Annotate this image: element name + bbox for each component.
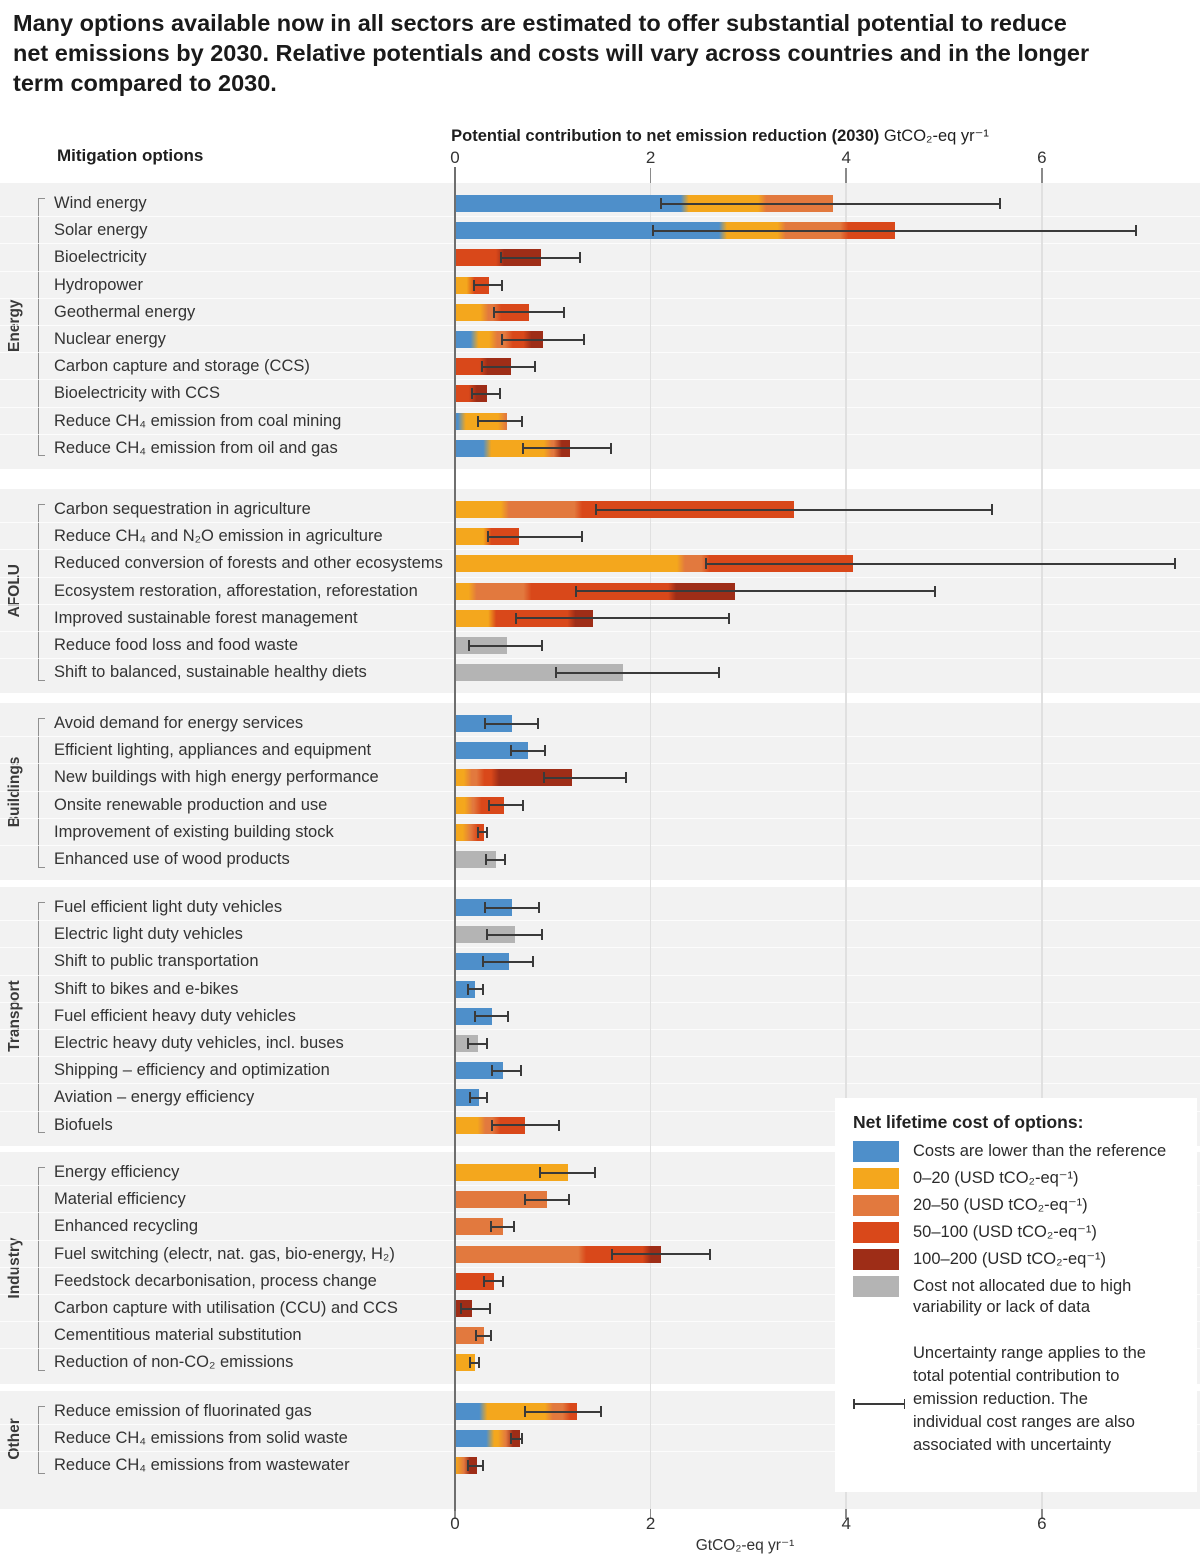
top-tick-6: [1041, 168, 1043, 183]
bottom-tick-label-4: 4: [841, 1514, 851, 1533]
sector-label-industry: Industry: [6, 1237, 23, 1299]
chart-row: [0, 737, 1200, 764]
top-tick-label-2: 2: [645, 148, 656, 167]
uncertainty-line: [473, 284, 503, 286]
uncertainty-cap-left: [481, 361, 483, 372]
top-tick-label-4: 4: [841, 148, 851, 167]
row-label: Carbon capture and storage (CCS): [54, 357, 310, 376]
uncertainty-cap-left: [486, 929, 488, 940]
chart-row: [0, 496, 1200, 523]
legend-swatch-y0_20: [853, 1168, 899, 1189]
legend-item-label: Cost not allocated due to high variability or lack of data: [913, 1277, 1132, 1316]
bottom-tick-label-0: 0: [450, 1514, 460, 1533]
uncertainty-line: [481, 366, 536, 368]
figure-title-line: Many options available now in all sectors are estimated to offer substantial potential to reduce: [13, 10, 1067, 36]
uncertainty-cap-right: [600, 1406, 602, 1417]
chart-row: [0, 299, 1200, 326]
uncertainty-cap-left: [510, 745, 512, 756]
row-label: Shift to public transportation: [54, 952, 259, 971]
uncertainty-cap-right: [544, 745, 546, 756]
sector-label-transport: Transport: [6, 980, 23, 1053]
uncertainty-cap-right: [991, 504, 993, 515]
legend-item-label: 50–100 (USD tCO₂-eq⁻¹): [913, 1223, 1097, 1241]
uncertainty-line: [500, 257, 581, 259]
sector-label-afolu: AFOLU: [6, 564, 23, 618]
uncertainty-cap-right: [499, 388, 501, 399]
uncertainty-line: [539, 1172, 596, 1174]
uncertainty-cap-right: [1174, 558, 1176, 569]
uncertainty-cap-right: [501, 280, 503, 291]
uncertainty-cap-left: [469, 1357, 471, 1368]
uncertainty-cap-right: [486, 1092, 488, 1103]
sector-label-other: Other: [6, 1418, 23, 1460]
uncertainty-cap-right: [568, 1194, 570, 1205]
chart-row: [0, 846, 1200, 873]
chart-row: [0, 894, 1200, 921]
row-label: Reduce emission of fluorinated gas: [54, 1402, 312, 1420]
legend-item: [853, 1249, 1197, 1270]
uncertainty-cap-left: [575, 586, 577, 597]
x-axis-unit: GtCO₂-eq yr⁻¹: [883, 127, 989, 145]
mitigation-options-heading: Mitigation options: [57, 146, 204, 165]
uncertainty-cap-right: [558, 1120, 560, 1131]
row-label: Efficient lighting, appliances and equipment: [54, 741, 372, 760]
uncertainty-line: [484, 907, 540, 909]
row-label: Reduce CH₄ emission from oil and gas: [54, 438, 338, 457]
row-label: Improvement of existing building stock: [54, 822, 334, 841]
row-label: Feedstock decarbonisation, process change: [54, 1271, 377, 1290]
uncertainty-line: [491, 1070, 522, 1072]
uncertainty-line: [482, 961, 534, 963]
sector-band-energy: [0, 183, 1200, 469]
uncertainty-line: [705, 563, 1175, 565]
row-label: Geothermal energy: [54, 302, 196, 321]
row-label: Onsite renewable production and use: [54, 795, 328, 814]
legend-item-label: 100–200 (USD tCO₂-eq⁻¹): [913, 1250, 1107, 1268]
row-label: Solar energy: [54, 221, 148, 240]
legend-item: [853, 1276, 1197, 1318]
legend-item-label: 20–50 (USD tCO₂-eq⁻¹): [913, 1196, 1088, 1214]
legend-swatch-blue: [853, 1141, 899, 1162]
chart-row: [0, 244, 1200, 271]
uncertainty-line: [468, 645, 543, 647]
uncertainty-cap-left: [510, 1433, 512, 1444]
row-label: Electric heavy duty vehicles, incl. buses: [54, 1034, 344, 1052]
chart-row: [0, 380, 1200, 407]
uncertainty-cap-left: [500, 252, 502, 263]
legend: [835, 1098, 1197, 1492]
uncertainty-cap-right: [520, 1065, 522, 1076]
uncertainty-cap-right: [490, 1330, 492, 1341]
row-label: Hydropower: [54, 275, 143, 294]
chart-row: [0, 435, 1200, 462]
row-label: Avoid demand for energy services: [54, 714, 304, 732]
uncertainty-cap-left: [484, 902, 486, 913]
uncertainty-cap-right: [718, 667, 720, 678]
uncertainty-cap-left: [467, 984, 469, 995]
uncertainty-cap-left: [522, 443, 524, 454]
uncertainty-cap-left: [524, 1194, 526, 1205]
chart-row: [0, 976, 1200, 1003]
uncertainty-cap-right: [502, 1276, 504, 1287]
x-axis-title-text: Potential contribution to net emission reduction (2030): [451, 127, 880, 145]
uncertainty-cap-right: [581, 531, 583, 542]
uncertainty-cap-right: [610, 443, 612, 454]
row-label: Bioelectricity with CCS: [54, 384, 220, 403]
uncertainty-cap-left: [471, 388, 473, 399]
row-label: Material efficiency: [54, 1190, 186, 1209]
uncertainty-line: [477, 420, 523, 422]
uncertainty-cap-right: [594, 1167, 596, 1178]
uncertainty-line: [652, 230, 1137, 232]
bottom-tick-label-2: 2: [645, 1514, 656, 1533]
chart-row: [0, 353, 1200, 380]
uncertainty-line: [524, 1411, 601, 1413]
uncertainty-cap-right: [513, 1221, 515, 1232]
chart-row: [0, 272, 1200, 299]
row-label: Reduce CH₄ emissions from wastewater: [54, 1456, 350, 1475]
row-label: Shift to balanced, sustainable healthy diets: [54, 663, 367, 682]
uncertainty-cap-right: [489, 1303, 491, 1314]
uncertainty-line: [515, 617, 730, 619]
chart-row: [0, 632, 1200, 659]
uncertainty-cap-right: [563, 307, 565, 318]
top-tick-4: [845, 168, 847, 183]
chart-row: [0, 1030, 1200, 1057]
top-tick-label-0: 0: [450, 148, 460, 167]
row-label: Reduce food loss and food waste: [54, 636, 298, 654]
legend-items: [853, 1141, 1197, 1318]
bottom-tick-label-6: 6: [1037, 1514, 1047, 1533]
uncertainty-line: [510, 750, 546, 752]
legend-note-text: Uncertainty range applies to the total potential contribution to emission reduction. The individual cost ranges are also associated with uncertainty: [913, 1344, 1146, 1454]
uncertainty-cap-right: [538, 902, 540, 913]
row-label: New buildings with high energy performance: [54, 768, 379, 787]
uncertainty-line: [524, 1199, 570, 1201]
uncertainty-cap-left: [488, 800, 490, 811]
uncertainty-cap-right: [728, 613, 730, 624]
uncertainty-line: [488, 804, 524, 806]
chart-row: [0, 217, 1200, 244]
uncertainty-cap-right: [534, 361, 536, 372]
chart-row: [0, 190, 1200, 217]
sector-label-energy: Energy: [6, 299, 23, 353]
uncertainty-cap-right: [625, 772, 627, 783]
uncertainty-cap-right: [583, 334, 585, 345]
uncertainty-cap-left: [484, 718, 486, 729]
uncertainty-cap-right: [521, 416, 523, 427]
uncertainty-cap-left: [555, 667, 557, 678]
row-label: Carbon capture with utilisation (CCU) and CCS: [54, 1299, 398, 1317]
uncertainty-line: [611, 1253, 711, 1255]
uncertainty-line: [595, 509, 993, 511]
uncertainty-cap-left: [491, 1120, 493, 1131]
legend-swatch-o20_50: [853, 1195, 899, 1216]
row-label: Shipping – efficiency and optimization: [54, 1061, 330, 1080]
uncertainty-cap-right: [541, 929, 543, 940]
row-label: Improved sustainable forest management: [54, 608, 358, 627]
row-label: Fuel efficient light duty vehicles: [54, 898, 283, 916]
figure-title: [13, 8, 1153, 98]
row-label: Cementitious material substitution: [54, 1326, 302, 1345]
chart-row: [0, 1057, 1200, 1084]
uncertainty-cap-left: [469, 1092, 471, 1103]
row-label: Electric light duty vehicles: [54, 925, 243, 944]
row-label: Reduce CH₄ and N₂O emission in agriculture: [54, 527, 383, 546]
row-label: Wind energy: [54, 194, 147, 212]
uncertainty-cap-right: [541, 640, 543, 651]
uncertainty-cap-right: [934, 586, 936, 597]
uncertainty-line: [487, 536, 583, 538]
uncertainty-cap-right: [521, 1433, 523, 1444]
chart-row: [0, 326, 1200, 353]
uncertainty-cap-left: [501, 334, 503, 345]
uncertainty-cap-left: [468, 640, 470, 651]
top-tick-2: [650, 168, 652, 183]
legend-title: Net lifetime cost of options:: [853, 1112, 1084, 1132]
row-label: Bioelectricity: [54, 248, 147, 267]
uncertainty-cap-right: [532, 956, 534, 967]
legend-item: [853, 1222, 1197, 1243]
row-label: Enhanced use of wood products: [54, 850, 290, 868]
legend-swatch-r100_200: [853, 1249, 899, 1270]
uncertainty-cap-left: [524, 1406, 526, 1417]
chart-row: [0, 1003, 1200, 1030]
uncertainty-line: [501, 339, 585, 341]
uncertainty-cap-right: [478, 1357, 480, 1368]
uncertainty-line: [490, 1226, 514, 1228]
uncertainty-line: [491, 1124, 559, 1126]
uncertainty-cap-right: [537, 718, 539, 729]
sector-label-buildings: Buildings: [6, 756, 23, 827]
uncertainty-cap-right: [482, 984, 484, 995]
uncertainty-cap-left: [611, 1249, 613, 1260]
uncertainty-cap-left: [652, 225, 654, 236]
uncertainty-cap-left: [460, 1303, 462, 1314]
uncertainty-line: [484, 723, 539, 725]
row-label: Reduce CH₄ emissions from solid waste: [54, 1429, 348, 1448]
row-label: Reduce CH₄ emission from coal mining: [54, 411, 342, 430]
uncertainty-whisker-icon: [853, 1351, 905, 1457]
uncertainty-line: [474, 1015, 509, 1017]
legend-swatch-o50_100: [853, 1222, 899, 1243]
uncertainty-cap-left: [475, 1330, 477, 1341]
uncertainty-cap-left: [515, 613, 517, 624]
row-label: Fuel efficient heavy duty vehicles: [54, 1006, 296, 1025]
uncertainty-cap-right: [507, 1011, 509, 1022]
uncertainty-cap-left: [493, 307, 495, 318]
top-tick-label-6: 6: [1037, 148, 1047, 167]
uncertainty-cap-left: [705, 558, 707, 569]
chart-row: [0, 710, 1200, 737]
x-axis-title: [390, 126, 1050, 146]
uncertainty-line: [543, 777, 627, 779]
chart-row: [0, 605, 1200, 632]
uncertainty-line: [575, 590, 936, 592]
row-label: Fuel switching (electr, nat. gas, bio-energy, H₂): [54, 1244, 395, 1263]
uncertainty-cap-right: [709, 1249, 711, 1260]
legend-item: [853, 1141, 1197, 1162]
legend-item-label: Costs are lower than the reference: [913, 1142, 1167, 1160]
uncertainty-cap-right: [999, 198, 1001, 209]
uncertainty-cap-left: [477, 416, 479, 427]
figure-title-line: term compared to 2030.: [13, 70, 277, 96]
sector-band-afolu: [0, 489, 1200, 693]
uncertainty-cap-right: [522, 800, 524, 811]
legend-item: [853, 1195, 1197, 1216]
uncertainty-cap-right: [1135, 225, 1137, 236]
chart-row: [0, 659, 1200, 686]
uncertainty-cap-left: [477, 827, 479, 838]
uncertainty-line: [660, 203, 1000, 205]
uncertainty-cap-left: [482, 956, 484, 967]
uncertainty-cap-left: [473, 280, 475, 291]
row-label: Shift to bikes and e-bikes: [54, 979, 239, 998]
uncertainty-line: [493, 311, 564, 313]
uncertainty-line: [471, 393, 501, 395]
chart-row: [0, 819, 1200, 846]
uncertainty-cap-right: [482, 1460, 484, 1471]
uncertainty-line: [485, 859, 506, 861]
uncertainty-cap-left: [539, 1167, 541, 1178]
row-label: Biofuels: [54, 1115, 113, 1134]
uncertainty-cap-right: [579, 252, 581, 263]
row-label: Nuclear energy: [54, 330, 166, 348]
legend-item-label: 0–20 (USD tCO₂-eq⁻¹): [913, 1169, 1079, 1187]
uncertainty-line: [483, 1280, 504, 1282]
row-label: Reduction of non-CO₂ emissions: [54, 1353, 294, 1372]
uncertainty-cap-left: [467, 1460, 469, 1471]
x-axis-bottom-caption: GtCO₂-eq yr⁻¹: [695, 1537, 795, 1554]
chart-row: [0, 523, 1200, 550]
row-label: Enhanced recycling: [54, 1217, 199, 1236]
uncertainty-cap-right: [486, 1038, 488, 1049]
uncertainty-cap-left: [474, 1011, 476, 1022]
uncertainty-cap-left: [491, 1065, 493, 1076]
uncertainty-cap-left: [485, 854, 487, 865]
gridline-2: [650, 183, 652, 1509]
uncertainty-cap-left: [490, 1221, 492, 1232]
chart-row: [0, 408, 1200, 435]
chart-row: [0, 921, 1200, 948]
row-label: Energy efficiency: [54, 1163, 180, 1181]
uncertainty-line: [460, 1308, 491, 1310]
uncertainty-cap-left: [595, 504, 597, 515]
uncertainty-cap-left: [543, 772, 545, 783]
uncertainty-line: [555, 672, 720, 674]
uncertainty-line: [486, 934, 543, 936]
chart-row: [0, 764, 1200, 791]
chart-row: [0, 792, 1200, 819]
chart-row: [0, 550, 1200, 577]
row-label: Carbon sequestration in agriculture: [54, 500, 311, 518]
uncertainty-line: [522, 447, 613, 449]
figure-title-line: net emissions by 2030. Relative potentials and costs will vary across countries and in the longer: [13, 40, 1090, 66]
chart-row: [0, 578, 1200, 605]
legend-swatch-gray: [853, 1276, 899, 1297]
uncertainty-cap-right: [486, 827, 488, 838]
row-label: Ecosystem restoration, afforestation, reforestation: [54, 581, 418, 600]
uncertainty-cap-left: [467, 1038, 469, 1049]
uncertainty-cap-left: [487, 531, 489, 542]
uncertainty-cap-left: [660, 198, 662, 209]
uncertainty-line: [467, 1043, 489, 1045]
row-label: Aviation – energy efficiency: [54, 1088, 255, 1107]
legend-item: [853, 1168, 1197, 1189]
uncertainty-cap-right: [504, 854, 506, 865]
legend-uncertainty-note: [853, 1342, 1197, 1457]
sector-band-buildings: [0, 703, 1200, 880]
row-label: Reduced conversion of forests and other ecosystems: [54, 554, 443, 573]
uncertainty-cap-left: [483, 1276, 485, 1287]
chart-row: [0, 948, 1200, 975]
